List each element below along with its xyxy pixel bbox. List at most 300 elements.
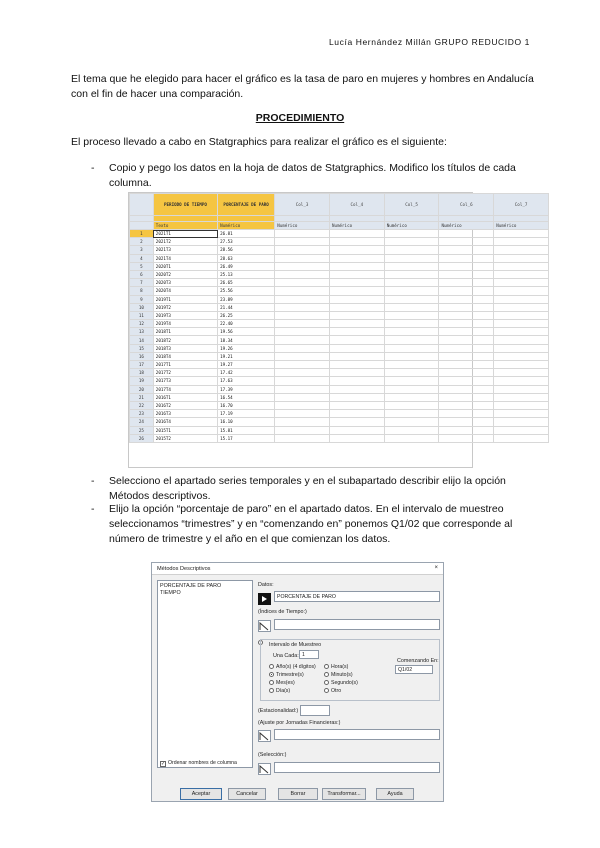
seleccion-label: (Selección:) (258, 752, 287, 758)
table-cell[interactable]: 2020T2 (153, 270, 217, 278)
table-cell[interactable]: 2018T1 (153, 328, 217, 336)
table-cell[interactable] (329, 320, 384, 328)
radio-label: Segundo(s) (331, 680, 358, 686)
column-header[interactable]: PORCENTAJE DE PARO (218, 194, 275, 216)
estacionalidad-field[interactable] (300, 705, 330, 716)
column-header[interactable]: Col_4 (329, 194, 384, 216)
table-cell[interactable] (275, 311, 330, 319)
table-cell[interactable] (329, 361, 384, 369)
seleccion-transform-button[interactable] (258, 763, 271, 775)
estacionalidad-label: (Estacionalidad:) (258, 708, 299, 714)
table-cell[interactable] (329, 385, 384, 393)
table-cell[interactable] (439, 344, 494, 352)
table-row (130, 270, 549, 278)
row-number[interactable]: 21 (130, 393, 154, 401)
row-number[interactable]: 25 (130, 426, 154, 434)
table-cell[interactable] (439, 320, 494, 328)
table-cell[interactable] (494, 328, 549, 336)
table-cell[interactable]: 15.81 (218, 426, 275, 434)
column-type: Numérico (439, 222, 494, 230)
table-cell[interactable]: 16.70 (218, 401, 275, 409)
table-cell[interactable]: 2016T1 (153, 393, 217, 401)
table-cell[interactable] (439, 262, 494, 270)
table-cell[interactable] (275, 352, 330, 360)
table-cell[interactable] (384, 320, 439, 328)
row-number[interactable]: 19 (130, 377, 154, 385)
table-cell[interactable]: 17.39 (218, 385, 275, 393)
table-cell[interactable] (275, 377, 330, 385)
table-cell[interactable]: 25.56 (218, 287, 275, 295)
section-heading: PROCEDIMIENTO (255, 112, 345, 124)
table-cell[interactable] (494, 311, 549, 319)
table-cell[interactable] (439, 418, 494, 426)
table-cell[interactable]: 2020T1 (153, 262, 217, 270)
table-row (130, 369, 549, 377)
column-header[interactable]: Col_3 (275, 194, 330, 216)
table-row (130, 279, 549, 287)
table-cell[interactable] (494, 426, 549, 434)
table-cell[interactable] (439, 352, 494, 360)
table-cell[interactable]: 27.53 (218, 238, 275, 246)
column-header[interactable]: Col_6 (439, 194, 494, 216)
table-cell[interactable]: 23.89 (218, 295, 275, 303)
row-number[interactable]: 23 (130, 410, 154, 418)
table-cell[interactable] (494, 401, 549, 409)
table-cell[interactable]: 16.10 (218, 418, 275, 426)
table-cell[interactable] (329, 377, 384, 385)
table-cell[interactable] (439, 311, 494, 319)
row-number[interactable]: 15 (130, 344, 154, 352)
table-cell[interactable] (329, 303, 384, 311)
table-cell[interactable] (439, 385, 494, 393)
radio-label: Día(s) (276, 688, 291, 694)
table-row (130, 426, 549, 434)
table-cell[interactable] (329, 270, 384, 278)
table-cell[interactable] (275, 385, 330, 393)
comenzando-field[interactable]: Q1/02 (395, 665, 433, 674)
transform-icon (259, 764, 270, 774)
table-cell[interactable] (494, 287, 549, 295)
table-cell[interactable] (384, 279, 439, 287)
radio-dot (324, 664, 329, 669)
column-type: Numérico (384, 222, 439, 230)
row-number[interactable]: 26 (130, 434, 154, 442)
table-row (130, 238, 549, 246)
table-cell[interactable]: 2017T1 (153, 361, 217, 369)
table-cell[interactable] (439, 279, 494, 287)
table-cell[interactable] (384, 385, 439, 393)
ayuda-button[interactable]: Ayuda (376, 788, 414, 800)
transform-icon (259, 731, 270, 741)
row-number[interactable]: 18 (130, 369, 154, 377)
table-cell[interactable]: 19.21 (218, 352, 275, 360)
column-type: Numérico (494, 222, 549, 230)
table-cell[interactable] (329, 418, 384, 426)
table-cell[interactable] (329, 344, 384, 352)
table-cell[interactable] (329, 287, 384, 295)
table-cell[interactable] (329, 336, 384, 344)
bullet-marker: - (91, 162, 95, 174)
table-row (130, 377, 549, 385)
table-cell[interactable]: 19.27 (218, 361, 275, 369)
seleccion-field[interactable] (274, 762, 440, 773)
row-number[interactable]: 22 (130, 401, 154, 409)
datos-arrow-button[interactable] (258, 593, 271, 605)
table-cell[interactable] (494, 377, 549, 385)
row-number[interactable]: 7 (130, 279, 154, 287)
table-cell[interactable]: 26.49 (218, 262, 275, 270)
radio-otro[interactable] (324, 688, 341, 694)
table-row (130, 434, 549, 442)
table-cell[interactable]: 2020T3 (153, 279, 217, 287)
transform-icon (259, 621, 270, 631)
table-cell[interactable] (275, 295, 330, 303)
table-cell[interactable]: 22.40 (218, 320, 275, 328)
indices-label: (Índices de Tiempo:) (258, 609, 307, 615)
table-cell[interactable]: 16.54 (218, 393, 275, 401)
table-cell[interactable]: 2018T3 (153, 344, 217, 352)
table-cell[interactable] (439, 238, 494, 246)
radio-horas[interactable] (324, 664, 348, 670)
column-header[interactable]: Col_5 (384, 194, 439, 216)
table-cell[interactable] (275, 401, 330, 409)
table-cell[interactable] (439, 254, 494, 262)
bullet-marker: - (91, 503, 95, 515)
table-cell[interactable]: 26.25 (218, 311, 275, 319)
radio-label: Mes(es) (276, 680, 295, 686)
table-cell[interactable] (384, 295, 439, 303)
table-cell[interactable] (494, 246, 549, 254)
row-number[interactable]: 4 (130, 254, 154, 262)
table-cell[interactable] (275, 369, 330, 377)
table-cell[interactable] (494, 410, 549, 418)
table-cell[interactable] (384, 434, 439, 442)
table-row (130, 418, 549, 426)
row-number[interactable]: 2 (130, 238, 154, 246)
table-cell[interactable] (494, 254, 549, 262)
row-number[interactable]: 12 (130, 320, 154, 328)
table-cell[interactable]: 2018T2 (153, 336, 217, 344)
table-cell[interactable] (329, 434, 384, 442)
table-cell[interactable] (275, 426, 330, 434)
table-cell[interactable]: 2019T4 (153, 320, 217, 328)
column-header[interactable]: Col_7 (494, 194, 549, 216)
table-cell[interactable]: 17.42 (218, 369, 275, 377)
table-cell[interactable]: 15.17 (218, 434, 275, 442)
radio-trimestres[interactable] (269, 672, 304, 678)
table-cell[interactable]: 2021T1 (153, 230, 217, 238)
table-cell[interactable] (494, 361, 549, 369)
row-number[interactable]: 11 (130, 311, 154, 319)
table-cell[interactable] (329, 254, 384, 262)
table-cell[interactable] (329, 401, 384, 409)
table-cell[interactable] (275, 418, 330, 426)
table-cell[interactable]: 2019T3 (153, 311, 217, 319)
table-cell[interactable]: 2019T1 (153, 295, 217, 303)
table-cell[interactable] (384, 328, 439, 336)
table-cell[interactable] (384, 270, 439, 278)
table-cell[interactable] (275, 238, 330, 246)
table-cell[interactable] (384, 230, 439, 238)
table-row (130, 287, 549, 295)
table-cell[interactable]: 17.63 (218, 377, 275, 385)
ajuste-field[interactable] (274, 729, 440, 740)
table-cell[interactable] (439, 361, 494, 369)
row-number[interactable]: 5 (130, 262, 154, 270)
table-cell[interactable] (494, 393, 549, 401)
table-cell[interactable] (494, 352, 549, 360)
table-cell[interactable] (494, 385, 549, 393)
table-cell[interactable] (329, 262, 384, 270)
radio-label: Otro (331, 688, 342, 694)
table-row (130, 361, 549, 369)
table-cell[interactable] (439, 377, 494, 385)
datos-field[interactable]: PORCENTAJE DE PARO (274, 591, 440, 602)
table-cell[interactable] (439, 336, 494, 344)
row-number[interactable]: 14 (130, 336, 154, 344)
table-cell[interactable] (275, 336, 330, 344)
table-cell[interactable] (275, 410, 330, 418)
radio-dias[interactable] (269, 688, 290, 694)
table-row (130, 311, 549, 319)
table-cell[interactable] (439, 287, 494, 295)
table-cell[interactable] (275, 328, 330, 336)
table-cell[interactable]: 28.63 (218, 254, 275, 262)
table-cell[interactable] (439, 295, 494, 303)
table-cell[interactable] (384, 262, 439, 270)
table-cell[interactable] (384, 336, 439, 344)
row-number[interactable]: 17 (130, 361, 154, 369)
table-cell[interactable] (494, 303, 549, 311)
table-cell[interactable] (494, 295, 549, 303)
table-cell[interactable] (439, 328, 494, 336)
indices-transform-button[interactable] (258, 620, 271, 632)
column-type-row (130, 222, 549, 230)
table-cell[interactable] (275, 287, 330, 295)
row-number[interactable]: 13 (130, 328, 154, 336)
table-cell[interactable] (384, 426, 439, 434)
variable-item[interactable]: TIEMPO (160, 589, 181, 596)
table-cell[interactable] (384, 344, 439, 352)
table-cell[interactable] (439, 434, 494, 442)
table-cell[interactable] (384, 418, 439, 426)
table-cell[interactable]: 25.13 (218, 270, 275, 278)
table-cell[interactable] (329, 230, 384, 238)
column-header[interactable]: PERIODO DE TIEMPO (153, 194, 217, 216)
close-icon[interactable]: × (434, 565, 438, 571)
table-cell[interactable] (275, 344, 330, 352)
row-number[interactable]: 1 (130, 230, 154, 238)
table-row (130, 385, 549, 393)
una-cada-field[interactable]: 1 (299, 650, 319, 659)
cancelar-button[interactable]: Cancelar (228, 788, 266, 800)
table-cell[interactable] (439, 426, 494, 434)
table-cell[interactable] (384, 303, 439, 311)
table-cell[interactable]: 2017T3 (153, 377, 217, 385)
column-type: Texto (153, 222, 217, 230)
table-cell[interactable]: 19.26 (218, 344, 275, 352)
statgraphics-datasheet[interactable] (128, 192, 528, 468)
table-cell[interactable] (329, 295, 384, 303)
table-cell[interactable] (329, 279, 384, 287)
bullet-marker: - (91, 475, 95, 487)
row-number[interactable]: 10 (130, 303, 154, 311)
table-cell[interactable]: 2021T2 (153, 238, 217, 246)
table-cell[interactable]: 2015T2 (153, 434, 217, 442)
table-cell[interactable] (275, 279, 330, 287)
table-cell[interactable] (384, 410, 439, 418)
table-cell[interactable]: 2021T3 (153, 246, 217, 254)
table-cell[interactable]: 18.34 (218, 336, 275, 344)
table-cell[interactable]: 2018T4 (153, 352, 217, 360)
intervalo-group (260, 639, 440, 701)
check-icon: ✓ (161, 761, 166, 767)
table-cell[interactable] (384, 393, 439, 401)
column-type: Numérico (329, 222, 384, 230)
table-cell[interactable] (494, 230, 549, 238)
table-cell[interactable] (384, 361, 439, 369)
table-cell[interactable] (275, 393, 330, 401)
row-number[interactable]: 20 (130, 385, 154, 393)
table-cell[interactable] (439, 369, 494, 377)
table-cell[interactable] (494, 369, 549, 377)
ajuste-transform-button[interactable] (258, 730, 271, 742)
table-cell[interactable] (275, 230, 330, 238)
row-number[interactable]: 9 (130, 295, 154, 303)
ajuste-label: (Ajuste por Jornadas Financieras:) (258, 720, 341, 726)
table-row (130, 254, 549, 262)
table-cell[interactable]: 2019T2 (153, 303, 217, 311)
table-cell[interactable]: 19.56 (218, 328, 275, 336)
table-cell[interactable] (329, 426, 384, 434)
bullet-3: Elijo la opción “porcentaje de paro” en el apartado datos. En el intervalo de muestreo seleccionamos “trimestres” y en “comenzando en” ponemos Q1/02 que corresponde al número de trimestre y el año en el que comienzan los datos. (109, 503, 513, 545)
table-cell[interactable]: 2016T2 (153, 401, 217, 409)
variable-list[interactable] (157, 580, 253, 768)
una-cada-label: Una Cada: (273, 653, 299, 659)
table-cell[interactable] (275, 246, 330, 254)
borrar-button[interactable]: Borrar (278, 788, 318, 800)
table-cell[interactable] (439, 270, 494, 278)
table-row (130, 303, 549, 311)
bullet-2: Selecciono el apartado series temporales y en el subapartado describir elijo la opción Métodos descriptivos. (109, 475, 506, 502)
indices-field[interactable] (274, 619, 440, 630)
radio-label: Trimestre(s) (276, 672, 304, 678)
table-cell[interactable]: 17.19 (218, 410, 275, 418)
table-cell[interactable] (384, 401, 439, 409)
table-cell[interactable] (384, 238, 439, 246)
table-cell[interactable]: 2016T3 (153, 410, 217, 418)
ordenar-checkbox[interactable] (160, 760, 237, 767)
table-cell[interactable] (494, 344, 549, 352)
table-cell[interactable] (384, 287, 439, 295)
radio-dot (324, 688, 329, 693)
table-cell[interactable] (275, 434, 330, 442)
table-cell[interactable] (384, 377, 439, 385)
table-cell[interactable] (384, 311, 439, 319)
table-cell[interactable] (384, 352, 439, 360)
table-row (130, 230, 549, 238)
table-cell[interactable] (275, 320, 330, 328)
table-cell[interactable] (329, 393, 384, 401)
table-cell[interactable] (384, 254, 439, 262)
table-cell[interactable] (439, 393, 494, 401)
table-cell[interactable] (275, 270, 330, 278)
table-cell[interactable] (439, 303, 494, 311)
table-cell[interactable] (494, 418, 549, 426)
table-cell[interactable] (439, 246, 494, 254)
table-cell[interactable] (275, 361, 330, 369)
corner-cell (130, 222, 154, 230)
table-row (130, 328, 549, 336)
table-row (130, 401, 549, 409)
table-cell[interactable] (275, 262, 330, 270)
table-cell[interactable]: 2017T2 (153, 369, 217, 377)
row-number[interactable]: 6 (130, 270, 154, 278)
table-cell[interactable]: 28.56 (218, 246, 275, 254)
comenzando-label: Comenzando En: (397, 658, 439, 664)
row-number[interactable]: 8 (130, 287, 154, 295)
intro-paragraph: El tema que he elegido para hacer el gráfico es la tasa de paro en mujeres y hombres en Andalucía con el fin de hacer una comparación. (71, 73, 534, 100)
aceptar-button[interactable]: Aceptar (180, 788, 222, 800)
variable-item[interactable]: PORCENTAJE DE PARO (160, 583, 222, 589)
table-cell[interactable] (494, 336, 549, 344)
table-cell[interactable]: 2017T4 (153, 385, 217, 393)
table-row (130, 410, 549, 418)
table-cell[interactable] (329, 238, 384, 246)
table-cell[interactable] (384, 246, 439, 254)
intervalo-label: Intervalo de Muestreo (269, 642, 322, 648)
radio-segundos[interactable] (324, 680, 358, 686)
table-cell[interactable] (275, 254, 330, 262)
table-cell[interactable] (275, 303, 330, 311)
table-cell[interactable] (494, 262, 549, 270)
table-cell[interactable]: 2021T4 (153, 254, 217, 262)
table-cell[interactable] (329, 246, 384, 254)
radio-minutos[interactable] (324, 672, 353, 678)
corner-cell (130, 194, 154, 216)
row-number[interactable]: 3 (130, 246, 154, 254)
table-cell[interactable] (439, 410, 494, 418)
radio-dot (269, 688, 274, 693)
table-cell[interactable] (494, 270, 549, 278)
table-cell[interactable] (329, 328, 384, 336)
table-cell[interactable] (384, 369, 439, 377)
table-cell[interactable] (494, 320, 549, 328)
table-cell[interactable]: 2016T4 (153, 418, 217, 426)
table-cell[interactable]: 26.65 (218, 279, 275, 287)
row-number[interactable]: 24 (130, 418, 154, 426)
table-cell[interactable] (494, 434, 549, 442)
table-cell[interactable]: 21.44 (218, 303, 275, 311)
table-cell[interactable] (494, 238, 549, 246)
table-cell[interactable] (329, 311, 384, 319)
radio-meses[interactable] (269, 680, 295, 686)
table-cell[interactable] (439, 230, 494, 238)
table-cell[interactable]: 26.81 (218, 230, 275, 238)
table-cell[interactable] (439, 401, 494, 409)
column-type: Numérico (275, 222, 330, 230)
table-cell[interactable] (329, 352, 384, 360)
table-cell[interactable] (329, 410, 384, 418)
radio-label: Minuto(s) (331, 672, 353, 678)
table-cell[interactable]: 2015T1 (153, 426, 217, 434)
table-cell[interactable] (494, 279, 549, 287)
row-number[interactable]: 16 (130, 352, 154, 360)
table-cell[interactable] (329, 369, 384, 377)
table-cell[interactable]: 2020T4 (153, 287, 217, 295)
transformar-button[interactable]: Transformar... (322, 788, 366, 800)
radio-anos[interactable] (269, 664, 316, 670)
